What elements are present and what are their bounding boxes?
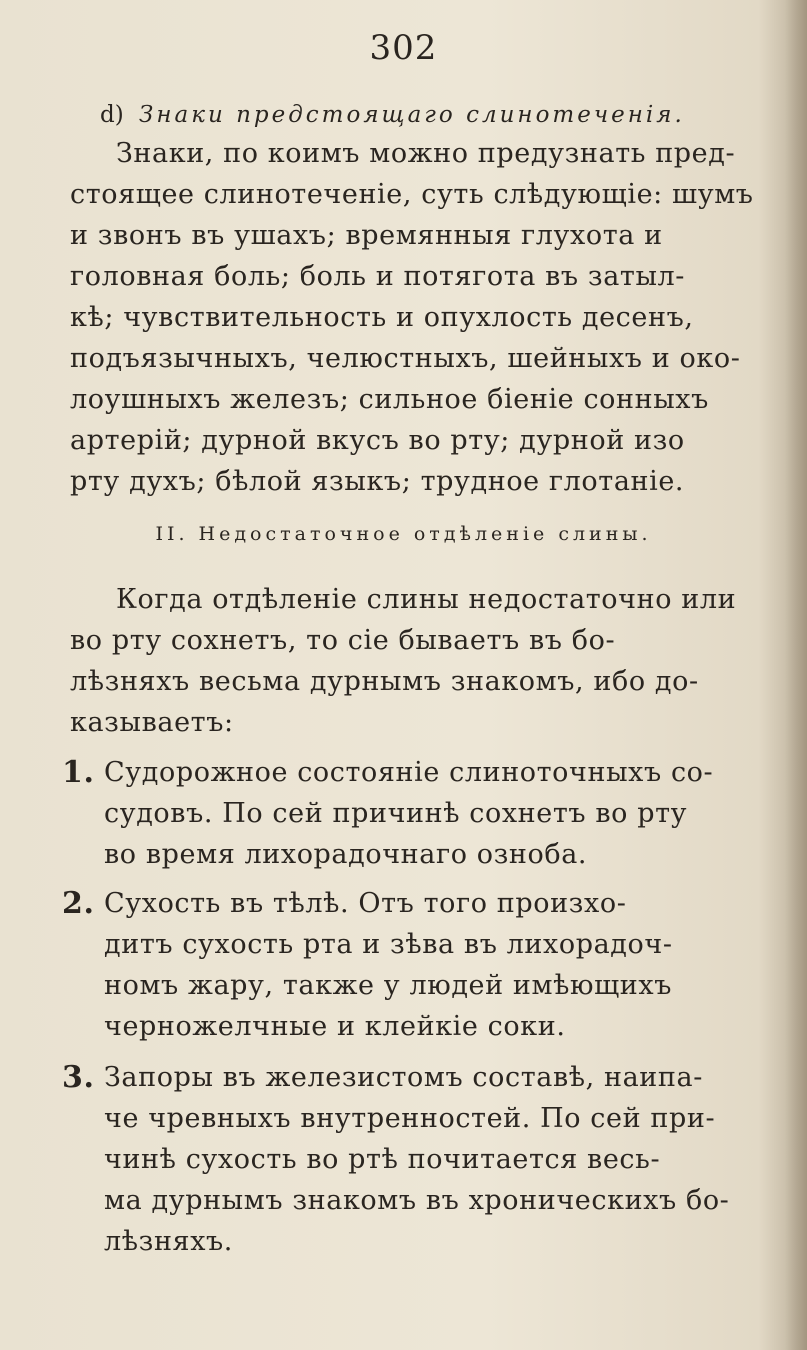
text-line: рту духъ; бѣлой языкъ; трудное глотаніе. [70, 466, 685, 497]
text-line: Сухость въ тѣлѣ. Отъ того произхо- [104, 888, 627, 919]
page-edge-shadow [785, 0, 807, 1350]
text-line: лѣзняхъ. [104, 1226, 233, 1257]
item-text [104, 752, 784, 875]
paragraph-signs [70, 133, 780, 502]
item-text [104, 1057, 784, 1262]
text-line: Знаки, по коимъ можно предузнать пред- [116, 138, 736, 169]
section-heading [100, 98, 760, 132]
text-line: судовъ. По сей причинѣ сохнетъ во рту [104, 798, 688, 829]
item-number: 1. [62, 755, 95, 790]
item-number: 3. [62, 1060, 95, 1095]
text-line: подъязычныхъ, челюстныхъ, шейныхъ и око- [70, 343, 741, 374]
text-line: во рту сохнетъ, то сіе бываетъ въ бо- [70, 625, 616, 656]
text-line: артерій; дурной вкусъ во рту; дурной изо [70, 425, 685, 456]
text-line: лѣзняхъ весьма дурнымъ знакомъ, ибо до- [70, 666, 699, 697]
text-line: Судорожное состояніе слиноточныхъ со- [104, 757, 714, 788]
text-line: и звонъ въ ушахъ; времянныя глухота и [70, 220, 663, 251]
text-line: головная боль; боль и потягота въ затыл- [70, 261, 686, 292]
page-number: 302 [369, 28, 438, 68]
section-title: Знаки предстоящаго слинотеченія. [139, 102, 685, 128]
text-line: номъ жару, также у людей имѣющихъ [104, 970, 672, 1001]
subsection-heading: II. Недостаточное отдѣленіе слины. [155, 523, 652, 545]
text-line: Когда отдѣленіе слины недостаточно или [116, 584, 737, 615]
item-text [104, 883, 784, 1047]
text-line: казываетъ: [70, 707, 234, 738]
text-line: ма дурнымъ знакомъ въ хроническихъ бо- [104, 1185, 730, 1216]
text-line: Запоры въ железистомъ составѣ, наипа- [104, 1062, 703, 1093]
text-line: черножелчные и клейкіе соки. [104, 1011, 566, 1042]
text-line: стоящее слинотеченіе, суть слѣдующіе: шумъ [70, 179, 754, 210]
text-line: че чревныхъ внутренностей. По сей при- [104, 1103, 716, 1134]
text-line: кѣ; чувствительность и опухлость десенъ, [70, 302, 694, 333]
text-line: во время лихорадочнаго озноба. [104, 839, 588, 870]
item-number: 2. [62, 886, 95, 921]
text-line: лоушныхъ железъ; сильное біеніе сонныхъ [70, 384, 709, 415]
text-line: дитъ сухость рта и зѣва въ лихорадоч- [104, 929, 673, 960]
section-letter: d) [100, 102, 124, 128]
text-line: чинѣ сухость во ртѣ почитается весь- [104, 1144, 661, 1175]
paragraph-insufficient [70, 579, 780, 743]
